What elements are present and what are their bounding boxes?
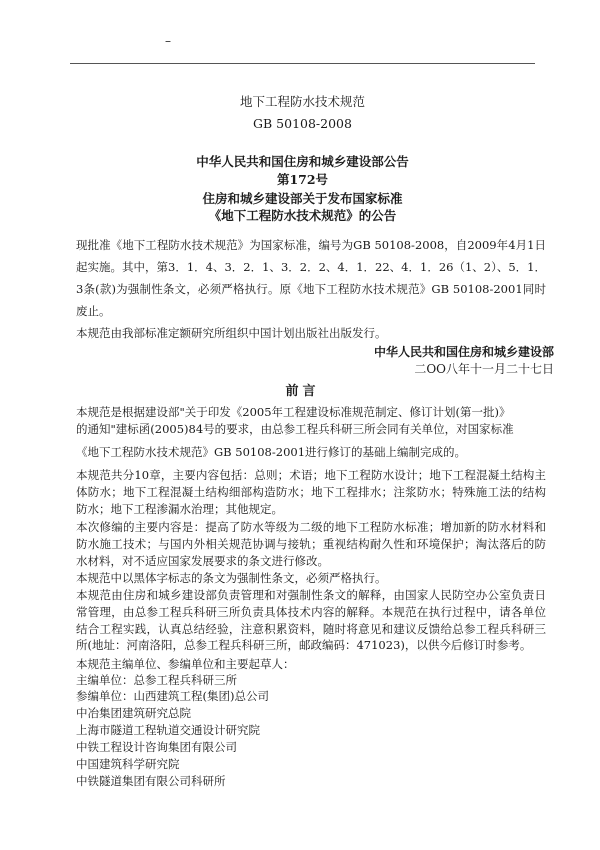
preface-chief-unit: 主编单位：总参工程兵科研三所 [76, 673, 237, 687]
announcement-number: 第172号 [276, 172, 329, 187]
announcement-subject-line2: 《地下工程防水技术规范》的公告 [208, 208, 397, 223]
announcement-signature: 中华人民共和国住房和城乡建设部 [373, 345, 554, 359]
announcement-date: 二OO八年十一月二十七日 [414, 362, 554, 376]
standard-title: 地下工程防水技术规范 [239, 94, 365, 109]
preface-para1-line3: 《地下工程防水技术规范》GB 50108-2001进行修订的基础上编制完成的。 [76, 445, 467, 459]
preface-paragraph-3: 本次修编的主要内容是：提高了防水等级为二级的地下工程防水标准；增加新的防水材料和防水施工技术；与国内外相关规范协调与接轨；重视结构耐久性和环境保护；淘汰落后的防水材料，对不适应国家发展要求的条文进行修改。 [76, 520, 546, 568]
preface-para1-line1: 本规范是根据建设部"关于印发《2005年工程建设标准规范制定、修订计划(第一批)》 [76, 405, 511, 419]
announcement-paragraph-2: 本规范由我部标准定额研究所组织中国计划出版社出版发行。 [76, 326, 387, 340]
preface-paragraph-2: 本规范共分10章，主要内容包括：总则；术语；地下工程防水设计；地下工程混凝土结构主体防水；地下工程混凝土结构细部构造防水；地下工程排水；注浆防水；特殊施工法的结构防水；地下工程渗漏水治理；其他规定。 [76, 468, 546, 516]
preface-paragraph-5: 本规范由住房和城乡建设部负责管理和对强制性条文的解释，由国家人民防空办公室负责日常管理，由总参工程兵科研三所负责具体技术内容的解释。本规范在执行过程中，请各单位结合工程实践，认真总结经验，注意积累资料，随时将意见和建议反馈给总参工程兵科研三所(地址：河南洛阳，总参工程兵科研三所，邮政编码：471023)，以供今后修订时参考。 [76, 588, 546, 653]
header-rule [70, 63, 535, 64]
preface-para1-line2: 的通知"建标函(2005)84号的要求，由总参工程兵科研三所会同有关单位，对国家标准 [76, 422, 514, 436]
preface-participating-unit: 中铁工程设计咨询集团有限公司 [76, 740, 237, 754]
preface-participating-unit: 中冶集团建筑研究总院 [76, 706, 191, 720]
preface-participating-unit: 中铁隧道集团有限公司科研所 [76, 774, 226, 788]
preface-participating-unit: 参编单位：山西建筑工程(集团)总公司 [76, 689, 269, 703]
announcement-paragraph-1: 现批准《地下工程防水技术规范》为国家标准，编号为GB 50108-2008，自2009年4月1日起实施。其中，第3．1．4、3．2．1、3．2．2、4．1．22、4．1．26（1、2）、5．1．3条(款)为强制性条文，必须严格执行。原《地下工程防水技术规范》GB 50108-2001同时废止。 [76, 238, 546, 318]
announcement-subject-line1: 住房和城乡建设部关于发布国家标准 [202, 191, 403, 206]
preface-paragraph-4: 本规范中以黑体字标志的条文为强制性条文，必须严格执行。 [76, 571, 387, 585]
preface-participating-unit: 中国建筑科学研究院 [76, 757, 180, 771]
header-mark: – [165, 34, 171, 48]
preface-heading: 前言 [285, 384, 320, 399]
preface-units-intro: 本规范主编单位、参编单位和主要起草人： [76, 657, 295, 671]
preface-participating-unit: 上海市隧道工程轨道交通设计研究院 [76, 723, 260, 737]
announcement-issuer: 中华人民共和国住房和城乡建设部公告 [196, 154, 409, 169]
standard-code: GB 50108-2008 [253, 116, 352, 131]
